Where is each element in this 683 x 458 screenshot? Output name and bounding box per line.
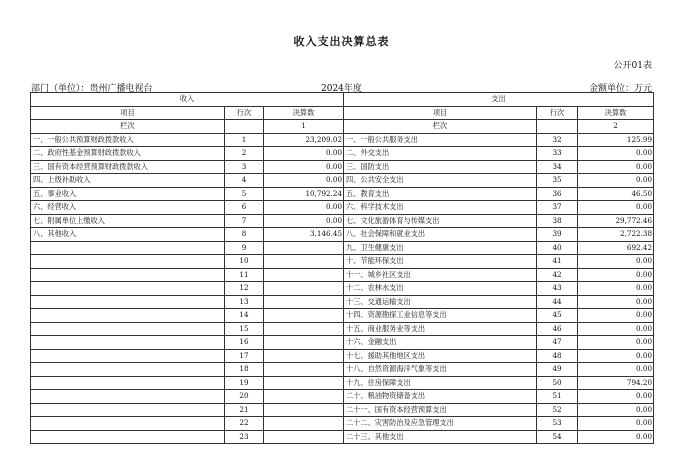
income-item-cell	[31, 376, 225, 390]
expense-col-no: 2	[578, 120, 654, 134]
lanci-row	[31, 120, 654, 134]
expense-item-cell: 九、卫生健康支出	[344, 241, 537, 255]
income-seq-cell: 2	[225, 147, 264, 161]
income-item-cell	[31, 268, 225, 282]
expense-item-cell: 一、一般公共服务支出	[344, 133, 537, 147]
income-item-cell	[31, 322, 225, 336]
income-seq-cell: 13	[225, 295, 264, 309]
table-row	[31, 417, 654, 431]
income-seq-cell: 5	[225, 187, 264, 201]
expense-amount-cell: 0.00	[578, 403, 654, 417]
table-row	[31, 187, 654, 201]
expense-seq-cell: 53	[537, 417, 578, 431]
expense-amount-cell: 0.00	[578, 336, 654, 350]
expense-item-cell: 十六、金融支出	[344, 336, 537, 350]
expense-amount-cell: 0.00	[578, 201, 654, 215]
table-row	[31, 255, 654, 269]
expense-seq-cell: 45	[537, 309, 578, 323]
table-row	[31, 309, 654, 323]
income-item-header: 项目	[31, 106, 225, 120]
expense-group-header: 支出	[344, 93, 654, 107]
expense-item-cell: 二十三、其他支出	[344, 430, 537, 444]
income-seq-cell: 3	[225, 160, 264, 174]
income-item-cell	[31, 363, 225, 377]
expense-amount-cell: 0.00	[578, 417, 654, 431]
expense-item-cell: 三、国防支出	[344, 160, 537, 174]
income-amount-cell: 0.00	[264, 160, 344, 174]
expense-item-cell: 二十一、国有资本经营预算支出	[344, 403, 537, 417]
income-seq-cell: 14	[225, 309, 264, 323]
expense-item-cell: 二十二、灾害防治及应急管理支出	[344, 417, 537, 431]
expense-seq-cell: 33	[537, 147, 578, 161]
income-amount-cell: 0.00	[264, 214, 344, 228]
income-seq-cell: 12	[225, 282, 264, 296]
expense-seq-cell: 47	[537, 336, 578, 350]
expense-seq-cell: 41	[537, 255, 578, 269]
income-item-cell	[31, 417, 225, 431]
expense-item-cell: 四、公共安全支出	[344, 174, 537, 188]
expense-item-cell: 二、外交支出	[344, 147, 537, 161]
income-item-cell	[31, 282, 225, 296]
income-seq-cell: 23	[225, 430, 264, 444]
expense-amount-cell: 125.99	[578, 133, 654, 147]
expense-item-cell: 十三、交通运输支出	[344, 295, 537, 309]
expense-item-cell: 六、科学技术支出	[344, 201, 537, 215]
expense-amount-cell: 0.00	[578, 282, 654, 296]
income-item-cell	[31, 309, 225, 323]
table-row	[31, 430, 654, 444]
income-amount-cell: 23,209.02	[264, 133, 344, 147]
expense-seq-cell: 34	[537, 160, 578, 174]
expense-seq-cell: 39	[537, 228, 578, 242]
income-seq-cell: 6	[225, 201, 264, 215]
expense-seq-cell: 44	[537, 295, 578, 309]
expense-seq-cell: 50	[537, 376, 578, 390]
income-seq-cell: 4	[225, 174, 264, 188]
income-amount-cell: 3,146.45	[264, 228, 344, 242]
expense-item-cell: 十二、农林水支出	[344, 282, 537, 296]
dept-label: 部门（单位）：贵州广播电视台	[31, 84, 153, 94]
expense-item-cell: 十八、自然资源海洋气象等支出	[344, 363, 537, 377]
table-row	[31, 403, 654, 417]
expense-seq-cell: 49	[537, 363, 578, 377]
expense-amount-cell: 0.00	[578, 363, 654, 377]
income-item-cell: 三、国有资本经营预算财政拨款收入	[31, 160, 225, 174]
expense-seq-cell: 35	[537, 174, 578, 188]
income-amount-cell: 0.00	[264, 174, 344, 188]
income-seq-cell: 16	[225, 336, 264, 350]
expense-item-cell: 十九、住房保障支出	[344, 376, 537, 390]
expense-amount-header: 决算数	[578, 106, 654, 120]
expense-seq-cell: 42	[537, 268, 578, 282]
income-item-cell: 七、附属单位上缴收入	[31, 214, 225, 228]
expense-seq-cell: 43	[537, 282, 578, 296]
expense-seq-cell: 40	[537, 241, 578, 255]
income-col-no: 1	[264, 120, 344, 134]
table-row	[31, 282, 654, 296]
expense-amount-cell: 0.00	[578, 147, 654, 161]
income-amount-cell	[264, 349, 344, 363]
expense-amount-cell: 0.00	[578, 322, 654, 336]
income-item-cell	[31, 336, 225, 350]
income-item-cell: 五、事业收入	[31, 187, 225, 201]
income-item-cell	[31, 390, 225, 404]
expense-item-cell: 七、文化旅游体育与传媒支出	[344, 214, 537, 228]
expense-seq-cell: 38	[537, 214, 578, 228]
column-header-row	[31, 106, 654, 120]
income-amount-cell	[264, 282, 344, 296]
income-amount-cell	[264, 295, 344, 309]
income-amount-cell	[264, 268, 344, 282]
expense-item-cell: 十一、城乡社区支出	[344, 268, 537, 282]
income-amount-cell	[264, 430, 344, 444]
income-item-cell	[31, 430, 225, 444]
income-seq-cell: 21	[225, 403, 264, 417]
income-seq-cell: 7	[225, 214, 264, 228]
income-item-cell: 八、其他收入	[31, 228, 225, 242]
expense-amount-cell: 46.50	[578, 187, 654, 201]
expense-item-cell: 二十、粮油物资储备支出	[344, 390, 537, 404]
expense-seq-cell: 46	[537, 322, 578, 336]
expense-amount-cell: 0.00	[578, 295, 654, 309]
income-seq-cell: 1	[225, 133, 264, 147]
income-amount-header: 决算数	[264, 106, 344, 120]
expense-seq-cell: 52	[537, 403, 578, 417]
income-seq-cell: 17	[225, 349, 264, 363]
income-seq-cell: 20	[225, 390, 264, 404]
income-amount-cell	[264, 309, 344, 323]
income-seq-cell: 11	[225, 268, 264, 282]
income-group-header: 收入	[31, 93, 344, 107]
expense-lanci-label: 栏次	[344, 120, 537, 134]
income-seq-cell: 19	[225, 376, 264, 390]
expense-lanci-seq	[537, 120, 578, 134]
expense-amount-cell: 0.00	[578, 430, 654, 444]
expense-item-cell: 八、社会保障和就业支出	[344, 228, 537, 242]
income-amount-cell: 0.00	[264, 201, 344, 215]
income-amount-cell: 0.00	[264, 147, 344, 161]
expense-item-cell: 十五、商业服务业等支出	[344, 322, 537, 336]
income-amount-cell	[264, 241, 344, 255]
income-amount-cell	[264, 255, 344, 269]
expense-item-cell: 十四、资源勘探工业信息等支出	[344, 309, 537, 323]
income-seq-cell: 10	[225, 255, 264, 269]
income-seq-cell: 18	[225, 363, 264, 377]
expense-amount-cell: 0.00	[578, 309, 654, 323]
expense-amount-cell: 0.00	[578, 268, 654, 282]
expense-amount-cell: 692.42	[578, 241, 654, 255]
income-lanci-label: 栏次	[31, 120, 225, 134]
expense-amount-cell: 2,722.38	[578, 228, 654, 242]
table-row	[31, 174, 654, 188]
table-row	[31, 363, 654, 377]
income-seq-cell: 15	[225, 322, 264, 336]
income-amount-cell	[264, 336, 344, 350]
group-header-row	[31, 93, 654, 107]
expense-seq-cell: 48	[537, 349, 578, 363]
table-row	[31, 268, 654, 282]
expense-seq-cell: 51	[537, 390, 578, 404]
income-item-cell	[31, 295, 225, 309]
expense-item-cell: 十、节能环保支出	[344, 255, 537, 269]
expense-seq-header: 行次	[537, 106, 578, 120]
table-row	[31, 214, 654, 228]
unit-label: 金额单位：万元	[588, 84, 652, 94]
expense-seq-cell: 32	[537, 133, 578, 147]
income-expense-table	[30, 92, 654, 444]
income-amount-cell	[264, 390, 344, 404]
expense-item-cell: 十七、援助其他地区支出	[344, 349, 537, 363]
income-amount-cell	[264, 403, 344, 417]
table-row	[31, 390, 654, 404]
income-amount-cell	[264, 322, 344, 336]
income-item-cell: 一、一般公共预算财政拨款收入	[31, 133, 225, 147]
income-item-cell: 四、上级补助收入	[31, 174, 225, 188]
expense-item-header: 项目	[344, 106, 537, 120]
table-row	[31, 322, 654, 336]
income-seq-cell: 8	[225, 228, 264, 242]
income-item-cell	[31, 255, 225, 269]
table-row	[31, 295, 654, 309]
income-seq-cell: 9	[225, 241, 264, 255]
table-row	[31, 376, 654, 390]
expense-amount-cell: 0.00	[578, 174, 654, 188]
expense-seq-cell: 37	[537, 201, 578, 215]
expense-amount-cell: 29,772.46	[578, 214, 654, 228]
form-code: 公开01表	[613, 61, 652, 71]
expense-amount-cell: 0.00	[578, 390, 654, 404]
income-seq-cell: 22	[225, 417, 264, 431]
income-amount-cell	[264, 363, 344, 377]
income-item-cell: 六、经营收入	[31, 201, 225, 215]
table-row	[31, 147, 654, 161]
income-item-cell	[31, 241, 225, 255]
page-title: 收入支出决算总表	[293, 35, 390, 48]
table-row	[31, 349, 654, 363]
table-row	[31, 336, 654, 350]
year-label: 2024年度	[321, 84, 362, 94]
income-item-cell	[31, 349, 225, 363]
expense-seq-cell: 54	[537, 430, 578, 444]
income-seq-header: 行次	[225, 106, 264, 120]
table-row	[31, 160, 654, 174]
expense-seq-cell: 36	[537, 187, 578, 201]
expense-amount-cell: 0.00	[578, 255, 654, 269]
income-amount-cell: 10,792.24	[264, 187, 344, 201]
income-item-cell	[31, 403, 225, 417]
expense-item-cell: 五、教育支出	[344, 187, 537, 201]
income-amount-cell	[264, 417, 344, 431]
income-item-cell: 二、政府性基金预算财政拨款收入	[31, 147, 225, 161]
table-row	[31, 241, 654, 255]
expense-amount-cell: 794.20	[578, 376, 654, 390]
expense-amount-cell: 0.00	[578, 349, 654, 363]
table-row	[31, 133, 654, 147]
table-row	[31, 228, 654, 242]
table-row	[31, 201, 654, 215]
income-amount-cell	[264, 376, 344, 390]
income-lanci-seq	[225, 120, 264, 134]
expense-amount-cell: 0.00	[578, 160, 654, 174]
